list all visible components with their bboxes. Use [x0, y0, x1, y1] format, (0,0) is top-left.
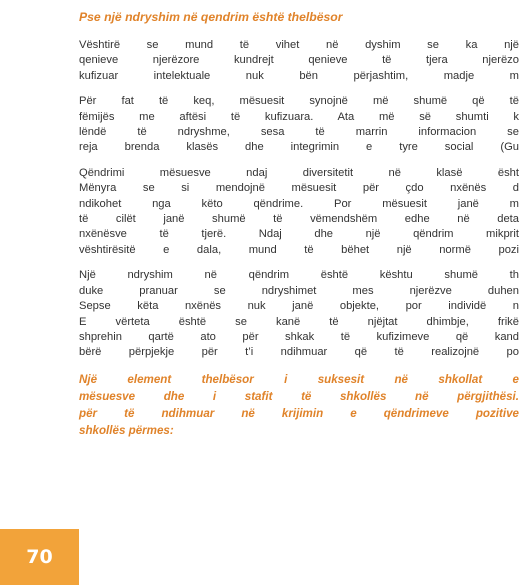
highlighted-paragraph	[79, 371, 519, 439]
paragraph-line: të cilët janë shumë të vëmendshëm edhe në deta	[79, 213, 519, 226]
paragraph-line: Sepse këta nxënës nuk janë objekte, por individë n	[79, 300, 519, 313]
highlighted-line: për të ndihmuar në krijimin e qëndrimeve pozitive	[79, 406, 519, 420]
paragraph-line: lëndë të ndryshme, sesa të marrin informacion se	[79, 126, 519, 139]
highlighted-line: mësuesve dhe i stafit të shkollës në përgjithësi.	[79, 389, 519, 403]
paragraph-line: duke pranuar se ndryshimet mes njerëzve duhen	[79, 284, 519, 297]
paragraph-4	[79, 268, 519, 360]
paragraph-line: bërë përpjekje për t’i ndihmuar që të realizojnë po	[79, 346, 519, 359]
paragraph-line: qenieve njerëzore kundrejt qenieve të tjera njerëzo	[79, 54, 519, 67]
paragraph-line: nxënësve të tjerë. Ndaj dhe një qëndrim mikprit	[79, 228, 519, 241]
paragraph-line: Qëndrimi mësuesve ndaj diversitetit në klasë ësht	[79, 166, 519, 179]
paragraph-line: kufizuar intelektuale nuk bën përjashtim, madje m	[79, 69, 519, 82]
paragraph-line: ndikohet nga këto qëndrime. Por mësuesit janë m	[79, 197, 519, 210]
paragraph-line: vështirësitë e dala, mund të bëhet një normë pozi	[79, 243, 519, 256]
page-content	[79, 10, 519, 439]
paragraph-line: reja brenda klasës dhe integrimin e tyre social (Gu	[79, 141, 519, 154]
page-number-badge	[0, 529, 79, 585]
page-number: 70	[26, 546, 53, 568]
highlighted-line: shkollës përmes:	[79, 423, 174, 437]
paragraph-line: Për fat të keq, mësuesit synojnë më shumë që të	[79, 95, 519, 108]
paragraph-2	[79, 94, 519, 156]
paragraph-line: shprehin qartë ato për shkak të kufizimeve që kand	[79, 330, 519, 343]
paragraph-1	[79, 38, 519, 84]
paragraph-line: Një ndryshim në qëndrim është kështu shumë th	[79, 269, 519, 282]
paragraph-line: E vërteta është se kanë të njëjtat dhimbje, frikë	[79, 315, 519, 328]
highlighted-line: Një element thelbësor i suksesit në shkollat e	[79, 372, 519, 386]
paragraph-3	[79, 166, 519, 258]
section-heading: Pse një ndryshim në qendrim është thelbësor	[79, 10, 343, 24]
paragraph-line: fëmijës me aftësi të kufizuara. Ata më së shumti k	[79, 110, 519, 123]
paragraph-line: Mënyra se si mendojnë mësuesit për çdo nxënës d	[79, 182, 519, 195]
paragraph-line: Vështirë se mund të vihet në dyshim se ka një	[79, 39, 519, 51]
